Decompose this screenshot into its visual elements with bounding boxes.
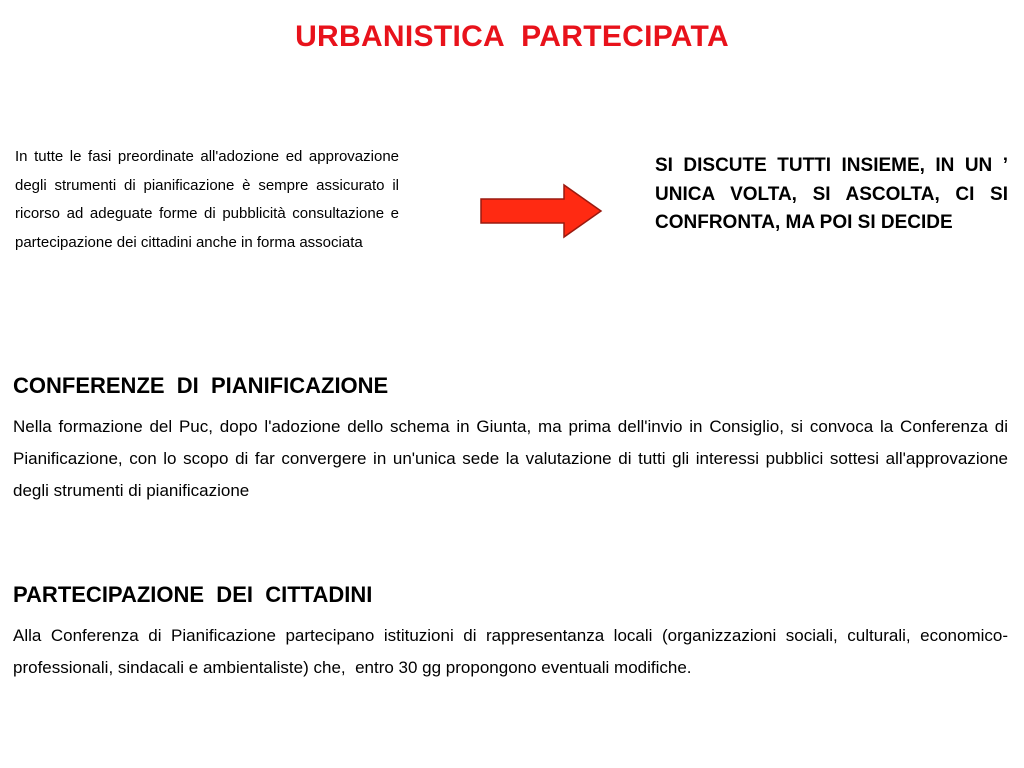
section-text-conferenze: Nella formazione del Puc, dopo l'adozione dello schema in Giunta, ma prima dell'invio in Consiglio, si convoca la Conferenza di Pianificazione, con lo scopo di far convergere in un'unica sede la valutazione di tutti gli interessi pubblici sottesi all'approvazione degli strumenti di pianificazione: [13, 417, 1013, 500]
section-heading-conferenze: CONFERENZE DI PIANIFICAZIONE: [13, 373, 389, 398]
decision-statement: SI DISCUTE TUTTI INSIEME, IN UN ’ UNICA VOLTA, SI ASCOLTA, CI SI CONFRONTA, MA POI SI DECIDE: [655, 155, 1008, 233]
intro-paragraph: In tutte le fasi preordinate all'adozione ed approvazione degli strumenti di pianificazione è sempre assicurato il ricorso ad adeguate forme di pubblicità consultazione e partecipazione dei cittadini anche in forma associata: [15, 148, 399, 251]
right-arrow-icon: [478, 183, 604, 239]
section-heading-partecipazione: PARTECIPAZIONE DEI CITTADINI: [13, 582, 373, 607]
page-title: URBANISTICA PARTECIPATA: [295, 20, 729, 53]
section-text-partecipazione: Alla Conferenza di Pianificazione partecipano istituzioni di rappresentanza locali (organizzazioni sociali, culturali, economico-professionali, sindacali e ambientaliste) che, entro 30 gg propongono eventuali modifiche.: [13, 626, 1008, 677]
